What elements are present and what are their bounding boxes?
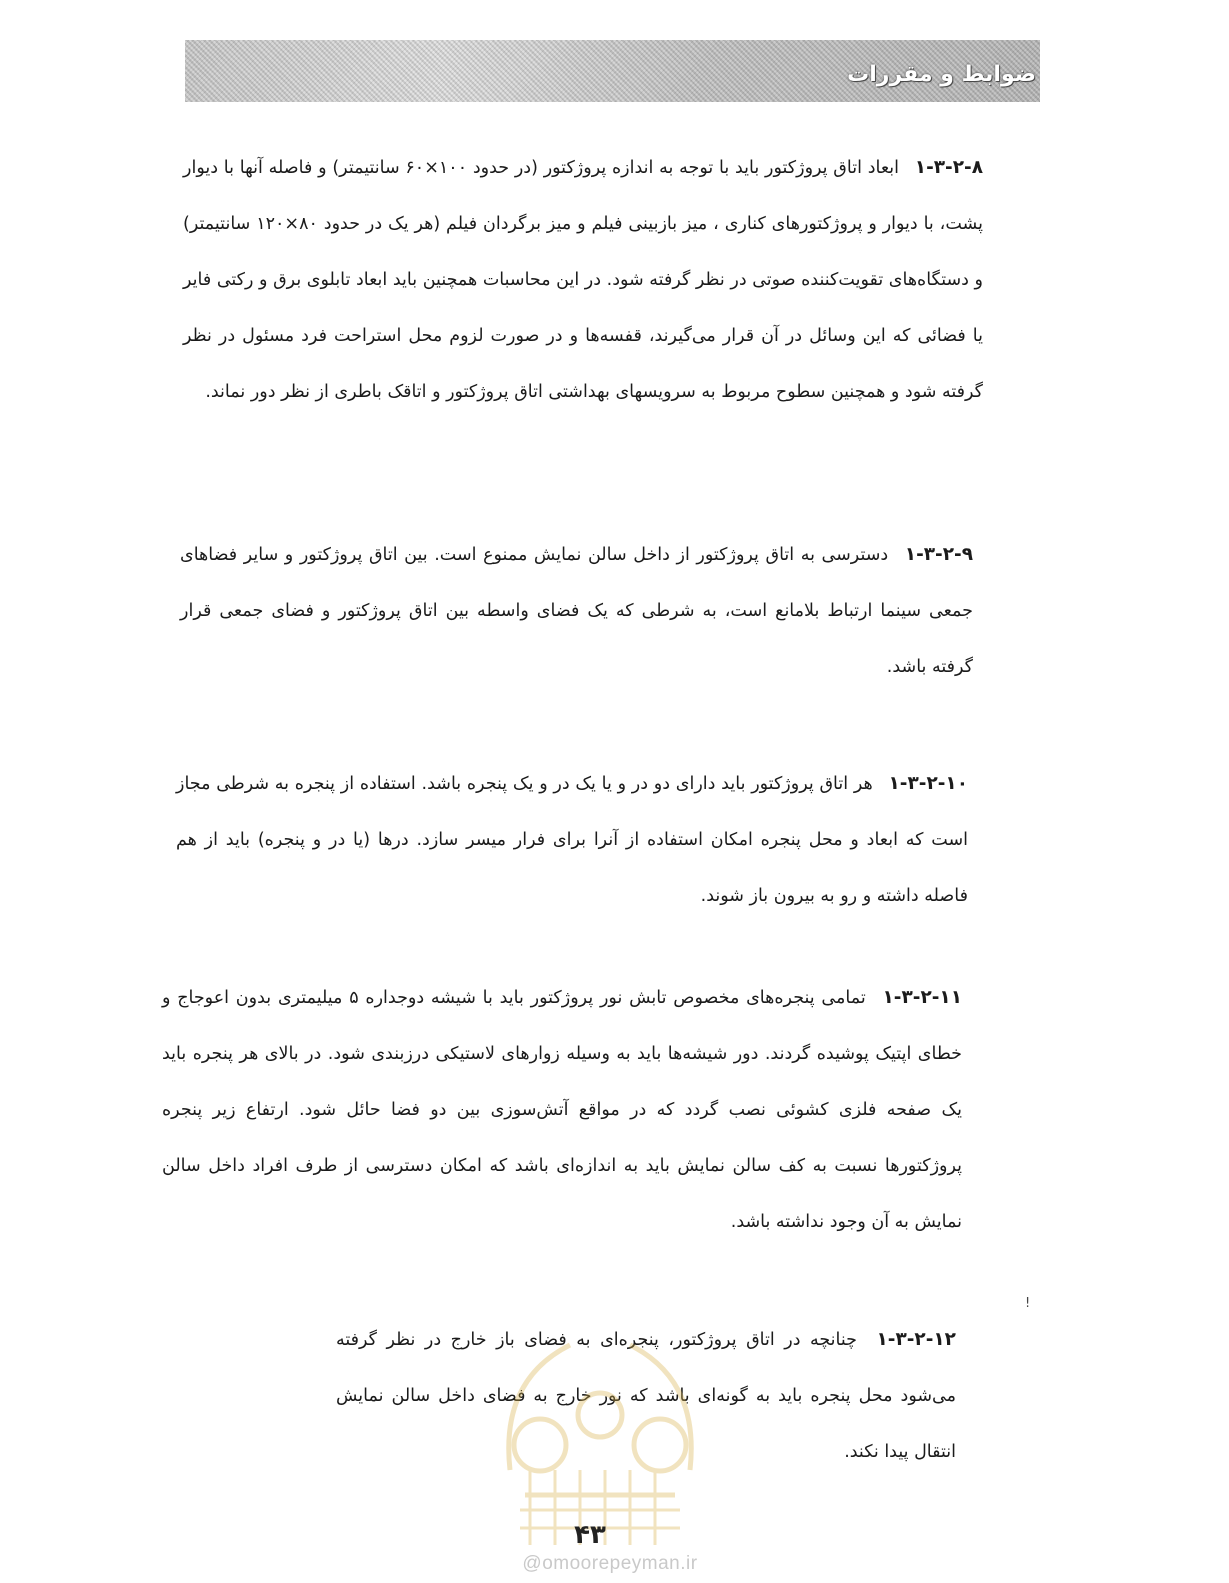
site-watermark: @omoorepeyman.ir [522, 1553, 698, 1574]
section-number: ۱-۳-۲-۱۰ [888, 773, 968, 794]
section-8 [183, 140, 983, 420]
section-text: دسترسی به اتاق پروژکتور از داخل سالن نمایش ممنوع است. بین اتاق پروژکتور و سایر فضاهای جمعی سینما ارتباط بلامانع است، به شرطی که یک فضای واسطه بین اتاق پروژکتور و فضای جمعی قرار گرفته باشد. [180, 545, 973, 677]
section-number: ۱-۳-۲-۱۱ [882, 987, 962, 1008]
section-text: ابعاد اتاق پروژکتور باید با توجه به اندازه پروژکتور (در حدود ۱۰۰×۶۰ سانتیمتر) و فاصله آنها با دیوار پشت، با دیوار و پروژکتورهای کناری ، میز بازبینی فیلم و میز برگردان فیلم (هر یک در حدود ۸۰×۱۲۰ سانتیمتر) و دستگاه‌های تقویت‌کننده صوتی در نظر گرفته شود. در این محاسبات همچنین باید ابعاد تابلوی برق و رکتی فایر یا فضائی که این وسائل در آن قرار می‌گیرند، قفسه‌ها و در صورت لزوم محل استراحت فرد مسئول در نظر گرفته شود و همچنین سطوح مربوط به سرویسهای بهداشتی اتاق پروژکتور و اتاقک باطری از نظر دور نماند. [183, 158, 983, 402]
section-text: تمامی پنجره‌های مخصوص تابش نور پروژکتور باید با شیشه دوجداره ۵ میلیمتری بدون اعوجاج و خطای اپتیک پوشیده گردند. دور شیشه‌ها باید به وسیله زوارهای لاستیکی درزبندی شود. در بالای هر پنجره باید یک صفحه فلزی کشوئی نصب گردد که در مواقع آتش‌سوزی بین دو فضا حائل شود. ارتفاع زیر پنجره پروژکتورها نسبت به کف سالن نمایش باید به اندازه‌ای باشد که امکان دسترسی از طرف افراد داخل سالن نمایش به آن وجود نداشته باشد. [162, 988, 962, 1232]
section-number: ۱-۳-۲-۹ [904, 544, 973, 565]
section-9 [180, 527, 973, 695]
section-text: چنانچه در اتاق پروژکتور، پنجره‌ای به فضای باز خارج در نظر گرفته می‌شود محل پنجره باید به گونه‌ای باشد که نور خارج به فضای داخل سالن نمایش انتقال پیدا نکند. [336, 1330, 956, 1462]
page-number: ۴۳ [574, 1520, 606, 1550]
section-11 [162, 970, 962, 1250]
header-title: ضوابط و مقررات [847, 62, 1036, 87]
section-12 [336, 1312, 956, 1480]
section-text: هر اتاق پروژکتور باید دارای دو در و یا یک در و یک پنجره باشد. استفاده از پنجره به شرطی مجاز است که ابعاد و محل پنجره امکان استفاده از آنرا برای فرار میسر سازد. درها (یا در و پنجره) باید از هم فاصله داشته و رو به بیرون باز شوند. [176, 774, 968, 906]
section-number: ۱-۳-۲-۱۲ [876, 1329, 956, 1350]
stray-mark: ! [1025, 1296, 1031, 1311]
header-band [185, 40, 1040, 102]
section-10 [176, 756, 968, 924]
section-number: ۱-۳-۲-۸ [914, 157, 983, 178]
